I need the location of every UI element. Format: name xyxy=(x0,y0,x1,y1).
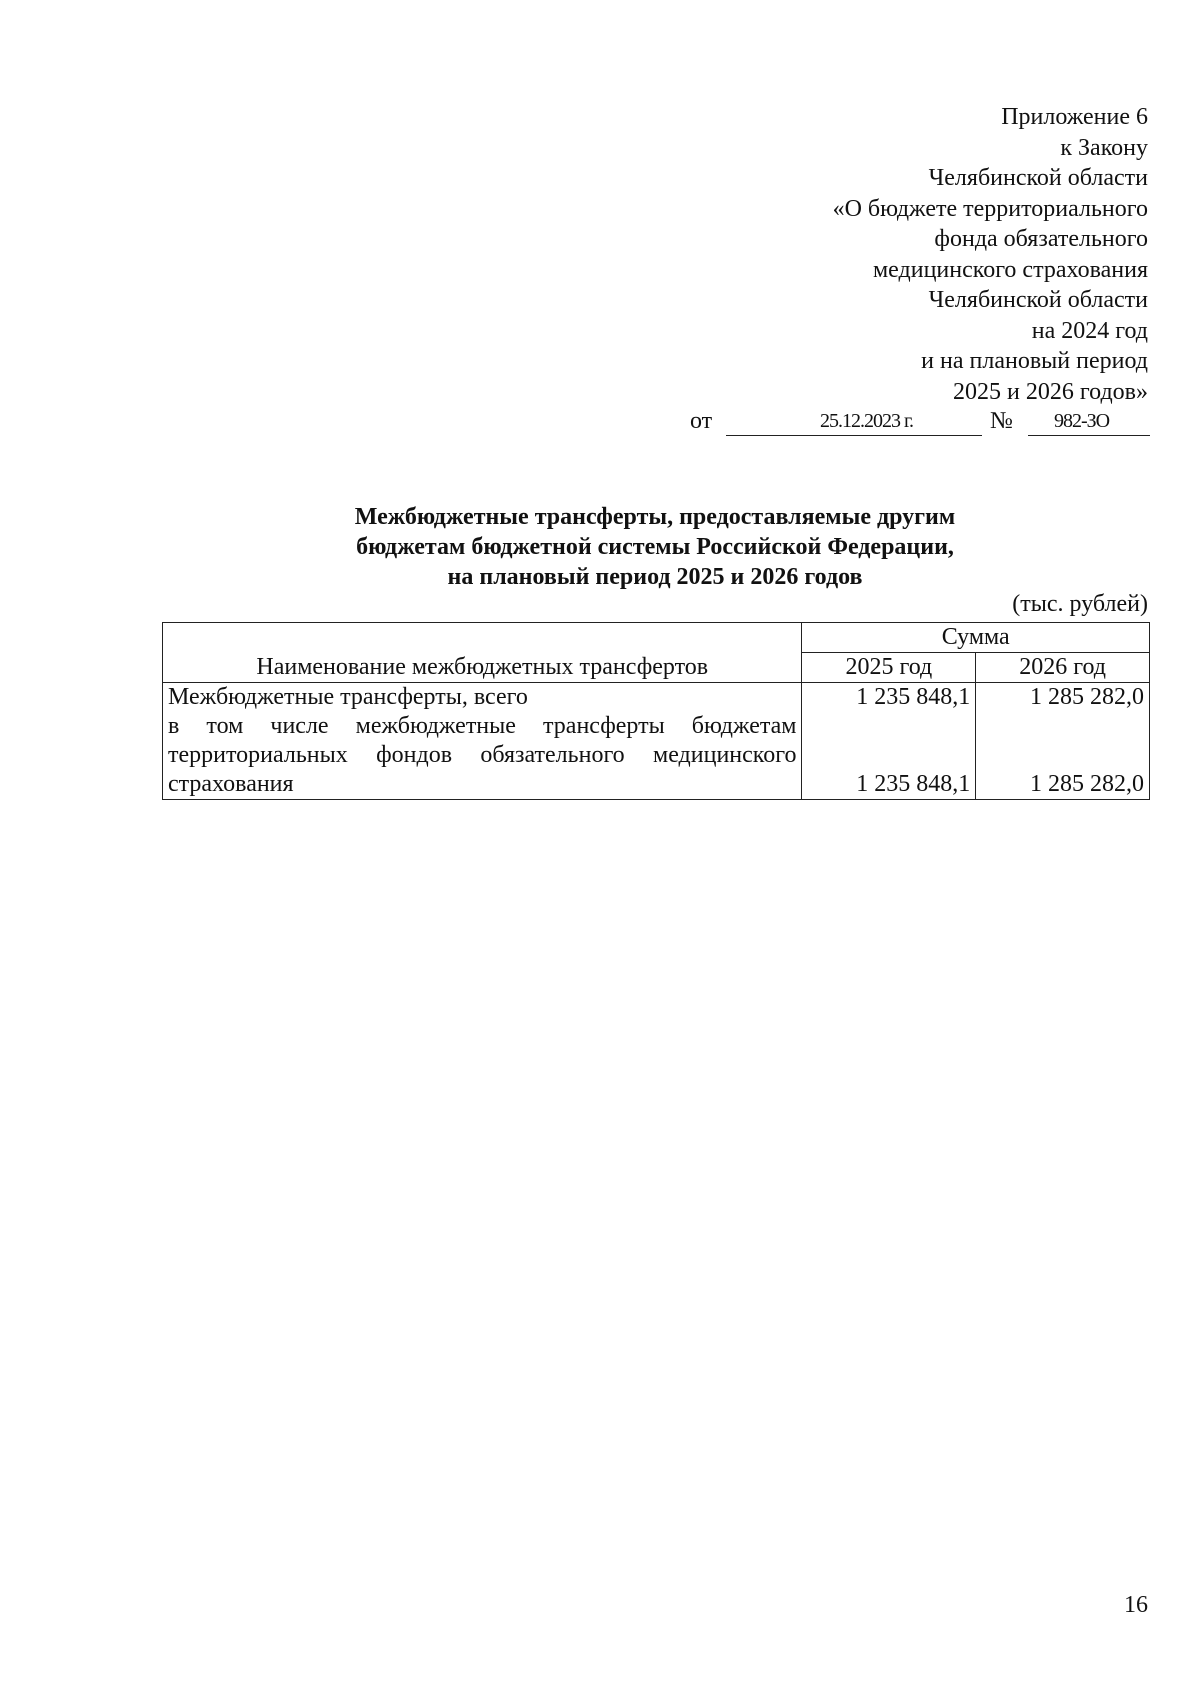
appendix-line: Челябинской области xyxy=(928,165,1148,191)
transfers-table xyxy=(162,622,1150,800)
appendix-line: «О бюджете территориального xyxy=(832,195,1148,222)
appendix-line: на 2024 год xyxy=(1031,317,1148,344)
title-line: Межбюджетные трансферты, предоставляемые другим xyxy=(354,504,956,530)
row-name-line: территориальных фондов обязательного медицинского xyxy=(168,742,797,768)
row-name-line: в том числе межбюджетные трансферты бюджетам xyxy=(168,713,797,739)
number-label: № xyxy=(990,408,1013,434)
title-line: на плановый период 2025 и 2026 годов xyxy=(447,564,863,590)
date-underline xyxy=(726,435,982,436)
value-2026: 1 285 282,0 xyxy=(976,683,1150,713)
appendix-line: Челябинской области xyxy=(928,287,1148,313)
page-number: 16 xyxy=(1124,1592,1148,1618)
units-label: (тыс. рублей) xyxy=(1012,591,1148,617)
column-header-name: Наименование межбюджетных трансфертов xyxy=(163,623,802,683)
value-2025: 1 235 848,1 xyxy=(802,683,976,713)
table-row xyxy=(163,683,1150,713)
law-date: 25.12.2023 г. xyxy=(820,410,913,432)
row-name: Межбюджетные трансферты, всего xyxy=(163,683,802,713)
column-header-2025: 2025 год xyxy=(802,653,976,683)
appendix-line: медицинского страхования xyxy=(872,256,1148,283)
appendix-line: 2025 и 2026 годов» xyxy=(953,378,1148,405)
appendix-line: и на плановый период xyxy=(921,348,1148,374)
law-reference xyxy=(690,408,1150,438)
document-title xyxy=(160,502,1150,592)
table-header-row xyxy=(163,623,1150,653)
appendix-line: к Закону xyxy=(1060,134,1148,161)
number-underline xyxy=(1028,435,1150,436)
law-number: 982-ЗО xyxy=(1054,410,1110,432)
appendix-header xyxy=(688,102,1148,407)
appendix-line: фонда обязательного xyxy=(934,226,1148,252)
row-name-line: страхования xyxy=(168,771,294,797)
from-label: от xyxy=(690,408,713,434)
title-line: бюджетам бюджетной системы Российской Федерации, xyxy=(356,534,954,560)
value-2026: 1 285 282,0 xyxy=(976,712,1150,800)
column-header-sum: Сумма xyxy=(802,623,1150,653)
column-header-2026: 2026 год xyxy=(976,653,1150,683)
value-2025: 1 235 848,1 xyxy=(802,712,976,800)
row-name xyxy=(163,712,802,800)
table-row xyxy=(163,712,1150,800)
appendix-line: Приложение 6 xyxy=(1001,104,1148,130)
